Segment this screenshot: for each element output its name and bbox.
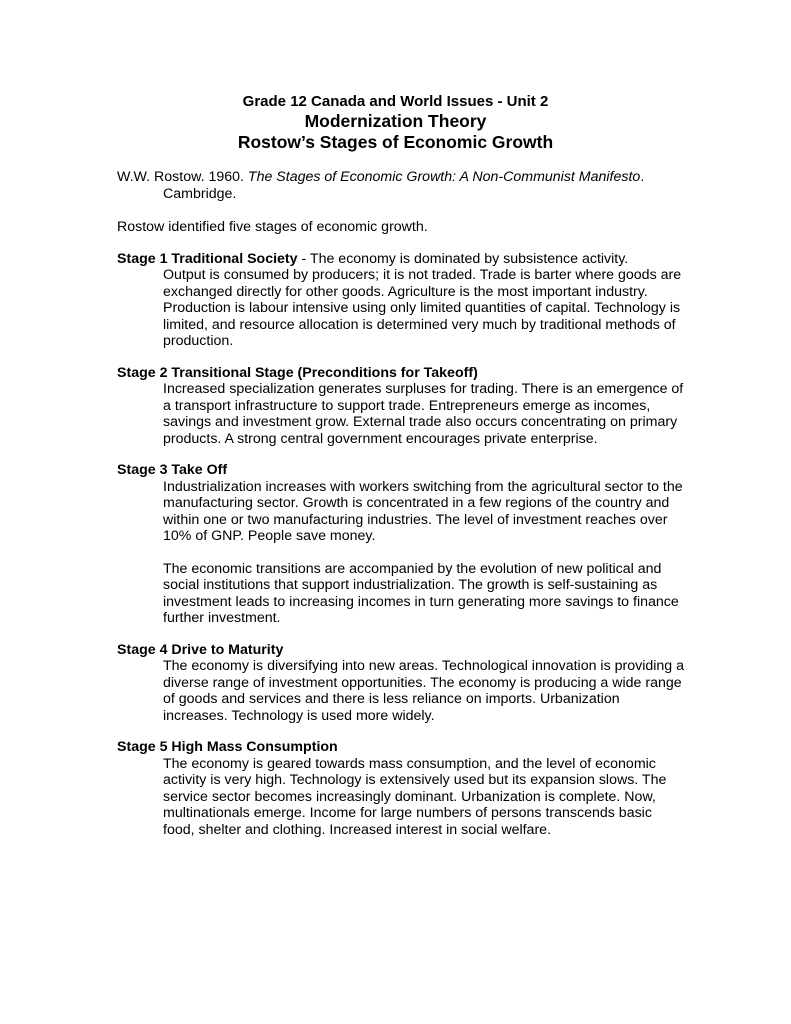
stage-paragraph: Industrialization increases with workers switching from the agricultural sector to the manufacturing sector. Growth is concentrated in a few regions of the country and within one or two manufacturing industries. The level of investment reaches over 10% of GNP. People save money. [163, 478, 683, 544]
citation [117, 169, 687, 202]
stage-paragraph: The economic transitions are accompanied by the evolution of new political and social institutions that support industrialization. The growth is self-sustaining as investment leads to increasing incomes in turn generating more savings to finance further investment. [163, 560, 679, 626]
stage-paragraph: The economy is diversifying into new areas. Technological innovation is providing a diverse range of investment opportunities. The economy is producing a wide range of goods and services and there is less reliance on imports. Urbanization increases. Technology is used more widely. [163, 658, 685, 724]
stage-4 [117, 642, 687, 725]
intro-paragraph: Rostow identified five stages of economic growth. [117, 219, 428, 235]
stage-paragraph: Output is consumed by producers; it is not traded. Trade is barter where goods are exchanged directly for other goods. Agriculture is the most important industry. Production is labour intensive using only limited quantities of capital. Technology is limited, and resource allocation is determined very much by traditional methods of production. [163, 267, 682, 349]
stage-paragraph: Increased specialization generates surpluses for trading. There is an emergence of a transport infrastructure to support trade. Entrepreneurs emerge as incomes, savings and investment grow. External trade also occurs concentrating on primary products. A strong central government encourages private enterprise. [163, 381, 684, 447]
citation-place: Cambridge. [163, 185, 237, 202]
citation-period: . [640, 169, 645, 185]
stage-heading [117, 251, 687, 268]
stage-title: Stage 4 Drive to Maturity [117, 641, 284, 658]
stage-heading [117, 462, 687, 479]
document-body [117, 169, 687, 838]
stage-1 [117, 251, 687, 350]
stage-2 [117, 365, 687, 448]
stage-title: Stage 3 Take Off [117, 462, 228, 478]
citation-book-title: The Stages of Economic Growth: A Non-Communist Manifesto [247, 169, 641, 185]
stage-5 [117, 739, 687, 838]
stage-heading [117, 739, 687, 756]
stage-title: Stage 1 Traditional Society [117, 250, 298, 267]
document-subtitle: Rostow’s Stages of Economic Growth [237, 132, 554, 152]
stage-paragraph: The economy is geared towards mass consumption, and the level of economic activity is very high. Technology is extensively used but its expansion slows. The service sector becomes increasingly dominant. Urbanization is complete. Now, multinationals emerge. Income for large numbers of persons transcends basic food, shelter and clothing. Increased interest in social welfare. [163, 755, 667, 838]
stage-inline-text: - The economy is dominated by subsistence activity. [297, 250, 629, 267]
stage-heading [117, 642, 687, 659]
citation-author-year: W.W. Rostow. 1960. [117, 169, 248, 185]
stage-heading [117, 365, 687, 382]
document-title: Modernization Theory [304, 111, 487, 131]
stage-title: Stage 5 High Mass Consumption [117, 739, 338, 755]
stage-title: Stage 2 Transitional Stage (Preconditions for Takeoff) [117, 364, 478, 381]
document-header [0, 92, 791, 153]
stage-3 [117, 462, 687, 627]
course-heading: Grade 12 Canada and World Issues - Unit 2 [242, 93, 549, 110]
